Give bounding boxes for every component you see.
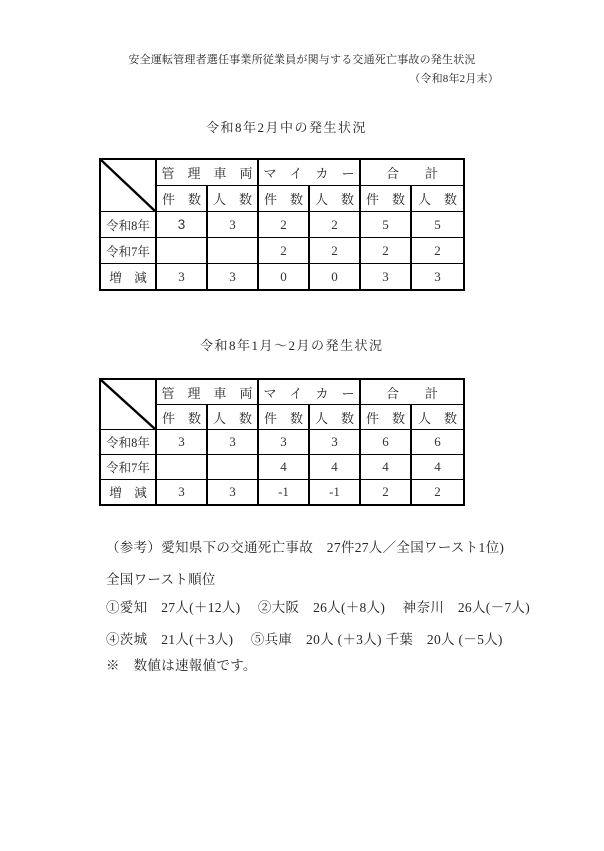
table-row <box>100 455 464 480</box>
table-row <box>100 480 464 506</box>
table-cell: 2 <box>411 480 464 506</box>
table-row <box>100 379 464 405</box>
table-cell: 4 <box>258 455 309 480</box>
row-label-change: 増 減 <box>100 264 156 291</box>
section-title-february: 令和8年2月中の発生状況 <box>206 120 368 135</box>
table-cell: 4 <box>309 455 360 480</box>
ranking-line-2: ④茨城 21人(＋3人) ⑤兵庫 20人 (＋3人) 千葉 20人 (－5人) <box>106 632 503 647</box>
table-cell: 0 <box>258 264 309 291</box>
corner-cell <box>100 379 156 430</box>
table-row <box>100 430 464 455</box>
diagonal-divider-icon <box>101 380 155 429</box>
table-row <box>100 159 464 186</box>
table-cell <box>156 238 207 264</box>
column-header-persons: 人 数 <box>411 186 464 212</box>
corner-cell <box>100 159 156 212</box>
ranking-line-1: ①愛知 27人(＋12人) ②大阪 26人(＋8人) 神奈川 26人(－7人) <box>106 600 531 615</box>
document-subtitle: （令和8年2月末） <box>409 73 499 85</box>
table-cell <box>207 455 258 480</box>
table-cell: 3 <box>360 264 411 291</box>
table-cell: 2 <box>258 238 309 264</box>
table-cell: 3 <box>207 264 258 291</box>
table-cell: 5 <box>411 212 464 238</box>
column-header-cases: 件 数 <box>258 186 309 212</box>
table-row <box>100 212 464 238</box>
table-cell: 3 <box>156 430 207 455</box>
column-group-total: 合 計 <box>360 159 464 186</box>
section-title-jan-feb: 令和8年1月〜2月の発生状況 <box>200 338 384 353</box>
row-label-reiwa7: 令和7年 <box>100 455 156 480</box>
row-label-reiwa8: 令和8年 <box>100 212 156 238</box>
column-header-persons: 人 数 <box>411 405 464 430</box>
table-row <box>100 238 464 264</box>
column-header-cases: 件 数 <box>156 186 207 212</box>
table-cell: 3 <box>258 430 309 455</box>
table-cell: -1 <box>309 480 360 506</box>
footnote: ※ 数値は速報値です。 <box>106 658 257 673</box>
ranking-title: 全国ワースト順位 <box>106 572 216 587</box>
table-cell <box>207 238 258 264</box>
column-header-cases: 件 数 <box>258 405 309 430</box>
document-title: 安全運転管理者選任事業所従業員が関与する交通死亡事故の発生状況 <box>128 54 476 66</box>
column-group-managed-vehicles: 管 理 車 両 <box>156 379 258 405</box>
column-group-total: 合 計 <box>360 379 464 405</box>
table-cell: 2 <box>411 238 464 264</box>
column-header-cases: 件 数 <box>156 405 207 430</box>
column-header-cases: 件 数 <box>360 405 411 430</box>
table-cell: 3 <box>156 212 207 238</box>
column-header-persons: 人 数 <box>207 186 258 212</box>
table-row <box>100 264 464 291</box>
reference-note: （参考）愛知県下の交通死亡事故 27件27人／全国ワースト1位) <box>106 540 505 555</box>
table-cell: 3 <box>207 430 258 455</box>
diagonal-divider-icon <box>101 160 155 211</box>
table-cell <box>156 455 207 480</box>
table-cell: 3 <box>156 480 207 506</box>
row-label-change: 増 減 <box>100 480 156 506</box>
table-cell: 3 <box>207 480 258 506</box>
column-header-persons: 人 数 <box>309 405 360 430</box>
table-cell: 2 <box>360 238 411 264</box>
row-label-reiwa7: 令和7年 <box>100 238 156 264</box>
table-cell: 5 <box>360 212 411 238</box>
column-header-persons: 人 数 <box>207 405 258 430</box>
table-cell: 2 <box>309 212 360 238</box>
table-cell: 2 <box>360 480 411 506</box>
column-group-private-cars: マ イ カ ー <box>258 159 360 186</box>
table-cell: 6 <box>411 430 464 455</box>
table-cell: 2 <box>258 212 309 238</box>
table-cell: 2 <box>309 238 360 264</box>
table-february-occurrences <box>99 158 465 291</box>
column-group-managed-vehicles: 管 理 車 両 <box>156 159 258 186</box>
table-cell: 0 <box>309 264 360 291</box>
column-header-cases: 件 数 <box>360 186 411 212</box>
table-cell: 3 <box>309 430 360 455</box>
column-header-persons: 人 数 <box>309 186 360 212</box>
table-cell: 6 <box>360 430 411 455</box>
table-cell: 4 <box>360 455 411 480</box>
row-label-reiwa8: 令和8年 <box>100 430 156 455</box>
column-group-private-cars: マ イ カ ー <box>258 379 360 405</box>
table-cell: 3 <box>156 264 207 291</box>
table-jan-feb-occurrences <box>99 378 465 506</box>
table-cell: -1 <box>258 480 309 506</box>
table-cell: 4 <box>411 455 464 480</box>
table-cell: 3 <box>207 212 258 238</box>
table-cell: 3 <box>411 264 464 291</box>
